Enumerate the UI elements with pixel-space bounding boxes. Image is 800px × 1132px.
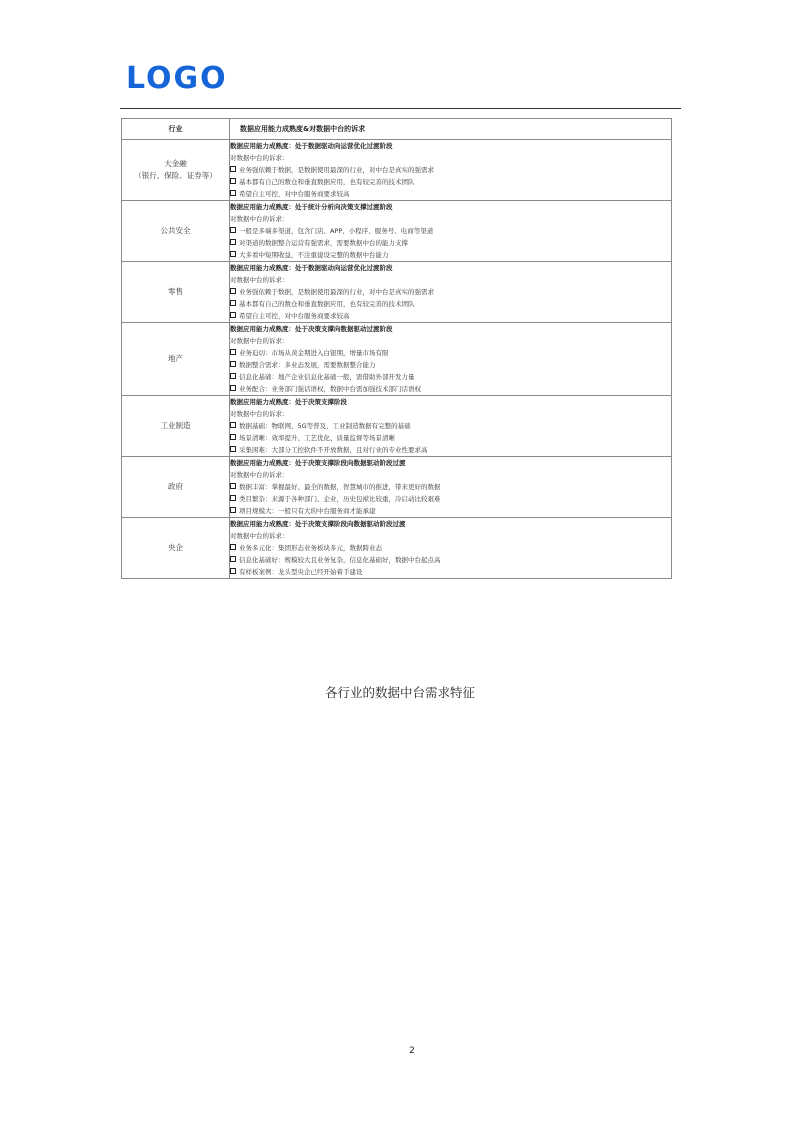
industry-cell — [122, 396, 230, 457]
maturity-stage: 数据应用能力成熟度：处于统计分析向决策支撑过渡阶段 — [230, 203, 393, 211]
checkbox-bullet-icon — [230, 544, 236, 550]
checkbox-bullet-icon — [230, 422, 236, 428]
list-item-text: 希望自主可控，对中台服务商要求较高 — [239, 312, 350, 320]
list-item — [230, 554, 671, 566]
industry-cell — [122, 140, 230, 201]
list-item — [230, 493, 671, 505]
table-row — [122, 323, 672, 396]
list-item-text: 信息化基础好：规模较大且业务复杂，信息化基础好，数据中台起点高 — [239, 556, 441, 564]
table-header-row — [122, 119, 672, 140]
list-item-text: 数据整合需求：多业态发展，需要数据整合能力 — [239, 361, 376, 369]
checkbox-bullet-icon — [230, 373, 236, 379]
industry-name: 地产 — [168, 354, 183, 363]
list-item-text: 业务多元化：集团形态业务板块多元，数据跨业态 — [239, 544, 382, 552]
table-row — [122, 518, 672, 579]
list-item — [230, 176, 671, 188]
table-row — [122, 262, 672, 323]
figure-caption: 各行业的数据中台需求特征 — [324, 685, 475, 700]
checkbox-bullet-icon — [230, 190, 236, 196]
industry-cell — [122, 323, 230, 396]
checkbox-bullet-icon — [230, 568, 236, 574]
industry-cell — [122, 262, 230, 323]
list-item-text: 业务迫切：市场从黄金期进入白银期，增量市场有限 — [239, 349, 389, 357]
demand-cell — [230, 201, 672, 262]
list-item — [230, 481, 671, 493]
industry-name: 大金融 — [164, 159, 187, 168]
table-row — [122, 140, 672, 201]
list-item — [230, 542, 671, 554]
list-item-text: 希望自主可控，对中台服务商要求较高 — [239, 190, 350, 198]
list-item — [230, 444, 671, 456]
column-header-industry: 行业 — [122, 119, 230, 140]
checkbox-bullet-icon — [230, 507, 236, 513]
list-item-text: 基本都有自己的数仓和垂直数据应用，也有较完善的技术团队 — [239, 178, 415, 186]
industry-cell — [122, 201, 230, 262]
list-item-text: 业务强依赖于数据，是数据使用最深的行业，对中台是真实的强需求 — [239, 166, 434, 174]
demand-cell — [230, 518, 672, 579]
checkbox-bullet-icon — [230, 434, 236, 440]
list-item-text: 场景清晰：效率提升、工艺优化、质量监督等场景清晰 — [239, 434, 395, 442]
demand-label: 对数据中台的诉求： — [230, 215, 289, 223]
checkbox-bullet-icon — [230, 178, 236, 184]
industry-name: 央企 — [168, 543, 183, 552]
list-item — [230, 371, 671, 383]
list-item — [230, 237, 671, 249]
checkbox-bullet-icon — [230, 385, 236, 391]
list-item-text: 数据基础：物联网、5G等普及，工业制造数据有完整的基础 — [239, 422, 411, 430]
demand-label: 对数据中台的诉求： — [230, 410, 289, 418]
checkbox-bullet-icon — [230, 300, 236, 306]
checkbox-bullet-icon — [230, 312, 236, 318]
industry-cell — [122, 457, 230, 518]
demand-label: 对数据中台的诉求： — [230, 276, 289, 284]
list-item — [230, 286, 671, 298]
list-item — [230, 505, 671, 517]
list-item — [230, 188, 671, 200]
maturity-stage: 数据应用能力成熟度：处于数据驱动向运营优化过渡阶段 — [230, 264, 393, 272]
industry-name: 政府 — [168, 482, 183, 491]
demand-label: 对数据中台的诉求： — [230, 154, 289, 162]
list-item — [230, 249, 671, 261]
list-item — [230, 225, 671, 237]
table-row — [122, 396, 672, 457]
checkbox-bullet-icon — [230, 227, 236, 233]
list-item-text: 业务强依赖于数据，是数据使用最深的行业，对中台是真实的强需求 — [239, 288, 434, 296]
industry-cell — [122, 518, 230, 579]
industry-subtitle: （银行、保险、证券等） — [134, 171, 217, 180]
header-divider — [120, 108, 681, 109]
checkbox-bullet-icon — [230, 446, 236, 452]
industry-name: 零售 — [168, 287, 183, 296]
demand-cell — [230, 140, 672, 201]
checkbox-bullet-icon — [230, 251, 236, 257]
checkbox-bullet-icon — [230, 288, 236, 294]
maturity-stage: 数据应用能力成熟度：处于数据驱动向运营优化过渡阶段 — [230, 142, 393, 150]
list-item-text: 大多看中短期收益，不注重建设完整的数据中台能力 — [239, 251, 389, 259]
list-item-text: 采集困难：大部分工控软件不开放数据，且对行业的专业性要求高 — [239, 446, 428, 454]
logo: LOGO — [126, 61, 228, 96]
checkbox-bullet-icon — [230, 556, 236, 562]
maturity-stage: 数据应用能力成熟度：处于决策支撑阶段向数据驱动阶段过渡 — [230, 459, 406, 467]
maturity-stage: 数据应用能力成熟度：处于决策支撑阶段向数据驱动阶段过渡 — [230, 520, 406, 528]
checkbox-bullet-icon — [230, 166, 236, 172]
list-item — [230, 420, 671, 432]
table-row — [122, 457, 672, 518]
list-item-text: 类目繁杂：来源于各种部门、企业，历史包袱比较重，冷启动比较艰难 — [239, 495, 441, 503]
demand-cell — [230, 396, 672, 457]
demand-cell — [230, 457, 672, 518]
list-item — [230, 347, 671, 359]
list-item — [230, 383, 671, 395]
checkbox-bullet-icon — [230, 239, 236, 245]
demand-label: 对数据中台的诉求： — [230, 471, 289, 479]
industry-name: 公共安全 — [160, 226, 191, 235]
column-header-demand: 数据应用能力成熟度&对数据中台的诉求 — [230, 119, 672, 140]
demand-cell — [230, 262, 672, 323]
list-item — [230, 164, 671, 176]
list-item-text: 基本都有自己的数仓和垂直数据应用，也有较完善的技术团队 — [239, 300, 415, 308]
checkbox-bullet-icon — [230, 349, 236, 355]
maturity-stage: 数据应用能力成熟度：处于决策支撑阶段 — [230, 398, 347, 406]
checkbox-bullet-icon — [230, 361, 236, 367]
demand-label: 对数据中台的诉求： — [230, 532, 289, 540]
table-row — [122, 201, 672, 262]
page-number: 2 — [409, 1046, 415, 1056]
checkbox-bullet-icon — [230, 495, 236, 501]
industry-demand-table — [121, 118, 672, 579]
list-item — [230, 310, 671, 322]
list-item-text: 对渠道的数据整合运营有强需求，需要数据中台的能力支撑 — [239, 239, 408, 247]
maturity-stage: 数据应用能力成熟度：处于决策支撑向数据驱动过渡阶段 — [230, 325, 393, 333]
demand-cell — [230, 323, 672, 396]
list-item — [230, 432, 671, 444]
list-item — [230, 566, 671, 578]
list-item-text: 业务配合：业务部门强话语权，数据中台需加强技术部门话语权 — [239, 385, 421, 393]
demand-label: 对数据中台的诉求： — [230, 337, 289, 345]
checkbox-bullet-icon — [230, 483, 236, 489]
list-item-text: 信息化基础：地产企业信息化基础一般，需借助外部开发力量 — [239, 373, 415, 381]
list-item-text: 数据丰富：掌握最好、最全的数据，智慧城市的推进，带来更好的数据 — [239, 483, 441, 491]
list-item — [230, 298, 671, 310]
list-item-text: 一般是多端多渠道，包含门店、APP、小程序、服务号、电商等渠道 — [239, 227, 434, 235]
list-item-text: 有样板案例：龙头型央企已经开始着手建设 — [239, 568, 363, 576]
list-item-text: 项目规模大：一般只有大的中台服务商才能承建 — [239, 507, 376, 515]
industry-name: 工业制造 — [160, 421, 191, 430]
list-item — [230, 359, 671, 371]
